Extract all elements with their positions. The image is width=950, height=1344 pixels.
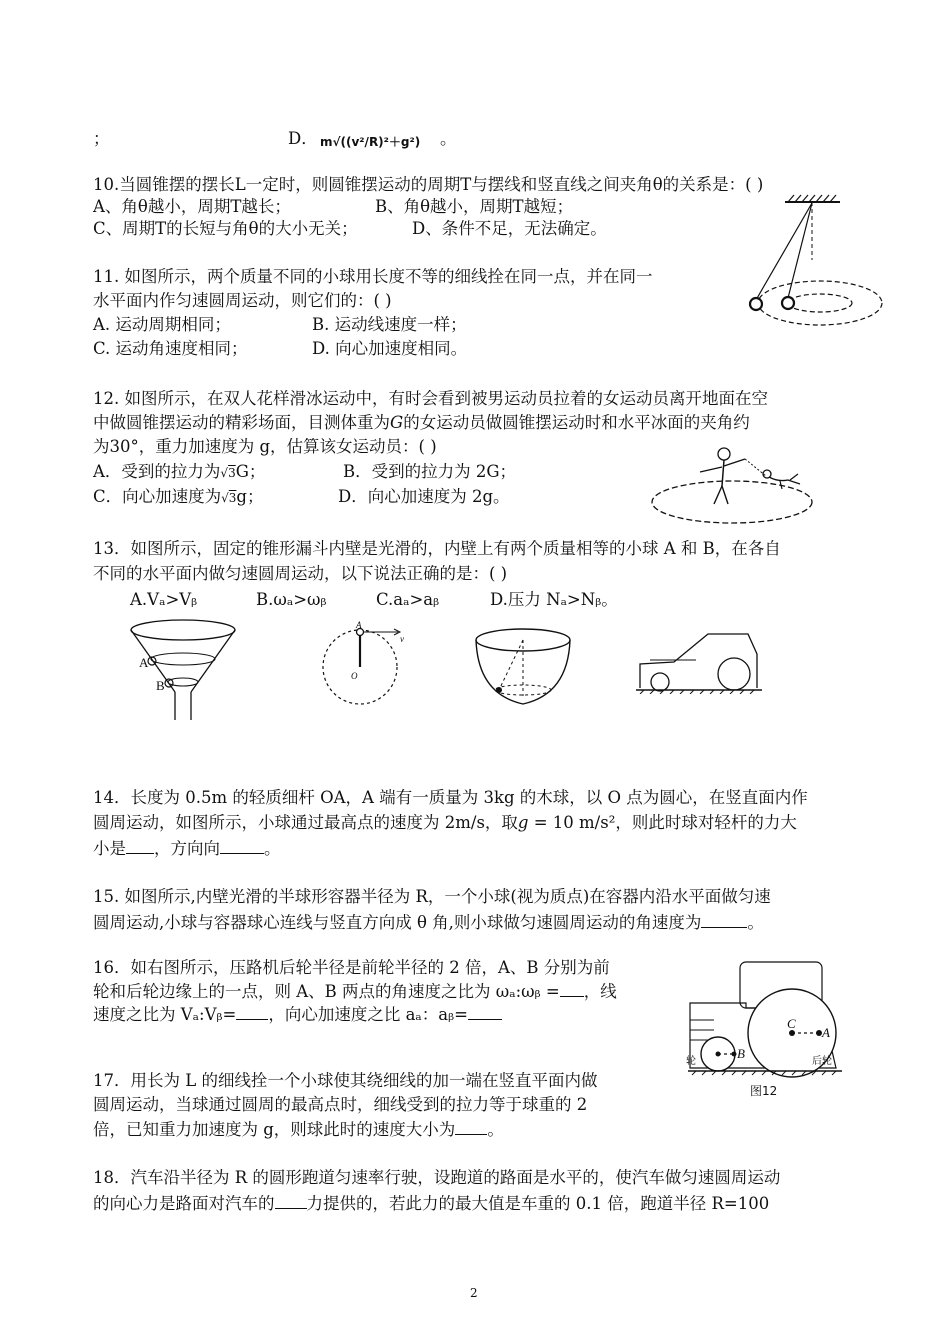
q16-line2-tail: ，线 bbox=[583, 982, 617, 1001]
roller-label-b: B bbox=[737, 1046, 745, 1061]
answer-blank-direction[interactable] bbox=[220, 837, 264, 854]
q16-line3 bbox=[93, 1003, 502, 1026]
q11-stem-line1: 11. 如图所示，两个质量不同的小球用长度不等的细线拴在同一点，并在同一 bbox=[93, 267, 653, 286]
sqrt-sign: √ bbox=[221, 491, 229, 505]
q12-stem-line2 bbox=[93, 412, 750, 434]
q13-option-b: B.ωₐ>ωᵦ bbox=[256, 590, 327, 609]
q15-line2-text: 圆周运动,小球与容器球心连线与竖直方向成 θ 角,则小球做匀速圆周运动的角速度为 bbox=[93, 913, 702, 932]
gravity-symbol: g bbox=[517, 813, 529, 832]
roller-front-wheel-label: 轮 bbox=[686, 1056, 696, 1067]
figure-caption: 图12 bbox=[750, 1084, 778, 1098]
rod-label-v: v bbox=[400, 634, 404, 644]
q12-option-d: D．向心加速度为 2g。 bbox=[338, 487, 510, 506]
conical-pendulum-figure bbox=[740, 192, 885, 338]
answer-blank-angular-velocity[interactable] bbox=[701, 911, 747, 928]
q11-stem-line2: 水平面内作匀速圆周运动，则它们的：( ) bbox=[93, 291, 392, 310]
q17-line3-text: 倍，已知重力加速度为 g，则球此时的速度大小为 bbox=[93, 1120, 456, 1139]
answer-blank-force[interactable] bbox=[126, 837, 154, 854]
q15-line2-end: 。 bbox=[747, 913, 764, 932]
q12-option-b: B．受到的拉力为 2G； bbox=[343, 462, 517, 481]
q12-option-c bbox=[93, 486, 263, 509]
figure-skating-figure bbox=[648, 442, 820, 528]
q12-stem-line3: 为30°，重力加速度为 g，估算该女运动员：( ) bbox=[93, 437, 437, 456]
q14-line2 bbox=[93, 812, 797, 834]
option-d-suffix: 。 bbox=[440, 129, 457, 148]
funnel-figure bbox=[125, 618, 240, 722]
q14-line3 bbox=[93, 837, 281, 860]
rod-circle-figure bbox=[318, 618, 418, 710]
q12-option-a bbox=[93, 461, 265, 484]
q12-option-a-tail: G； bbox=[235, 462, 266, 481]
rod-label-a: A bbox=[356, 620, 362, 630]
q17-line1: 17．用长为 L 的细线拴一个小球使其绕细线的加一端在竖直平面内做 bbox=[93, 1071, 598, 1090]
q14-line1: 14．长度为 0.5m 的轻质细杆 OA，A 端有一质量为 3kg 的木球，以 O 点为圆心，在竖直面内作 bbox=[93, 788, 808, 807]
q18-line2-tail: 力提供的，若此力的最大值是车重的 0.1 倍，跑道半径 R=100 bbox=[306, 1194, 770, 1213]
q14-line2-tail: = 10 m/s²，则此时球对轻杆的力大 bbox=[528, 813, 797, 832]
q12-option-a-text: A．受到的拉力为 bbox=[93, 462, 221, 481]
q17-line3 bbox=[93, 1118, 504, 1141]
top-semicolon: ； bbox=[93, 129, 110, 148]
car-figure bbox=[636, 630, 762, 694]
roller-rear-wheel-label: 后轮 bbox=[812, 1056, 832, 1067]
q10-stem: 10.当圆锥摆的摆长L一定时，则圆锥摆运动的周期T与摆线和竖直线之间夹角θ的关系是：( ) bbox=[93, 175, 764, 194]
q12-option-c-text: C．向心加速度为 bbox=[93, 487, 222, 506]
q16-line1: 16．如右图所示，压路机后轮半径是前轮半径的 2 倍，A、B 分别为前 bbox=[93, 958, 610, 977]
answer-blank-speed-ratio[interactable] bbox=[236, 1003, 268, 1020]
q18-line2-text: 的向心力是路面对汽车的 bbox=[93, 1194, 275, 1213]
rod-label-o: O bbox=[351, 671, 358, 681]
q17-line3-end: 。 bbox=[487, 1120, 504, 1139]
q12-stem-line1: 12. 如图所示，在双人花样滑冰运动中，有时会看到被男运动员拉着的女运动员离开地面在空 bbox=[93, 389, 768, 408]
q16-line3-text: 速度之比为 Vₐ:Vᵦ= bbox=[93, 1005, 237, 1024]
q10-option-a: A、角θ越小，周期T越长； bbox=[93, 197, 291, 216]
q14-line3-mid: ，方向向 bbox=[154, 839, 220, 858]
q11-option-c: C. 运动角速度相同； bbox=[93, 339, 248, 358]
q12-weight-symbol: G bbox=[390, 413, 404, 432]
q13-stem-line2: 不同的水平面内做匀速圆周运动，以下说法正确的是：( ) bbox=[93, 564, 508, 583]
road-roller-figure bbox=[684, 958, 844, 1104]
q10-option-b: B、角θ越小，周期T越短； bbox=[375, 197, 574, 216]
option-d-prefix: D． bbox=[288, 129, 318, 148]
q13-option-a: A.Vₐ>Vᵦ bbox=[130, 590, 198, 609]
q10-option-c: C、周期T的长短与角θ的大小无关； bbox=[93, 219, 358, 238]
q15-line1: 15. 如图所示,内壁光滑的半球形容器半径为 R，一个小球(视为质点)在容器内沿水平面做匀速 bbox=[93, 887, 771, 906]
hemisphere-bowl-figure bbox=[472, 626, 574, 708]
option-d-formula: m√((v²/R)²＋g²) bbox=[320, 135, 421, 149]
answer-blank-angular-ratio[interactable] bbox=[560, 980, 584, 997]
q12-option-c-tail: g； bbox=[236, 487, 264, 506]
roller-label-a: A bbox=[822, 1025, 830, 1040]
answer-blank-speed[interactable] bbox=[455, 1118, 487, 1135]
q14-line3-text: 小是 bbox=[93, 839, 126, 858]
q11-option-b: B. 运动线速度一样； bbox=[312, 315, 467, 334]
q14-line2-text: 圆周运动，如图所示，小球通过最高点的速度为 2m/s，取 bbox=[93, 813, 518, 832]
q11-option-d: D. 向心加速度相同。 bbox=[312, 339, 468, 358]
q15-line2 bbox=[93, 911, 764, 934]
roller-label-c: C bbox=[787, 1016, 796, 1031]
q14-line3-end: 。 bbox=[264, 839, 281, 858]
q13-option-c: C.aₐ>aᵦ bbox=[376, 590, 440, 609]
sqrt-radicand: 3 bbox=[228, 466, 236, 480]
answer-blank-force-type[interactable] bbox=[275, 1192, 307, 1209]
sqrt-sign: √ bbox=[220, 466, 229, 480]
sqrt-radicand: 3 bbox=[228, 491, 237, 505]
q11-option-a: A. 运动周期相同； bbox=[93, 315, 231, 334]
q12-stem-part2: 的女运动员做圆锥摆运动时和水平冰面的夹角约 bbox=[403, 413, 750, 432]
q16-line2-text: 轮和后轮边缘上的一点，则 A、B 两点的角速度之比为 ωₐ:ωᵦ = bbox=[93, 982, 560, 1001]
q16-line3-mid: ，向心加速度之比 aₐ：aᵦ= bbox=[268, 1005, 468, 1024]
funnel-label-b: B bbox=[156, 678, 165, 693]
q12-stem-part1: 中做圆锥摆运动的精彩场面，目测体重为 bbox=[93, 413, 390, 432]
q18-line2 bbox=[93, 1192, 769, 1215]
q18-line1: 18．汽车沿半径为 R 的圆形跑道匀速率行驶，设跑道的路面是水平的，使汽车做匀速圆周运动 bbox=[93, 1168, 781, 1187]
page-number: 2 bbox=[470, 1286, 478, 1300]
q13-option-d: D.压力 Nₐ>Nᵦ。 bbox=[490, 590, 618, 609]
q17-line2: 圆周运动，当球通过圆周的最高点时，细线受到的拉力等于球重的 2 bbox=[93, 1095, 588, 1114]
q13-stem-line1: 13．如图所示，固定的锥形漏斗内壁是光滑的，内壁上有两个质量相等的小球 A 和 B，在各自 bbox=[93, 539, 781, 558]
funnel-label-a: A bbox=[139, 655, 149, 670]
q16-line2 bbox=[93, 980, 617, 1003]
answer-blank-acceleration-ratio[interactable] bbox=[468, 1003, 502, 1020]
q10-option-d: D、条件不足，无法确定。 bbox=[412, 219, 607, 238]
